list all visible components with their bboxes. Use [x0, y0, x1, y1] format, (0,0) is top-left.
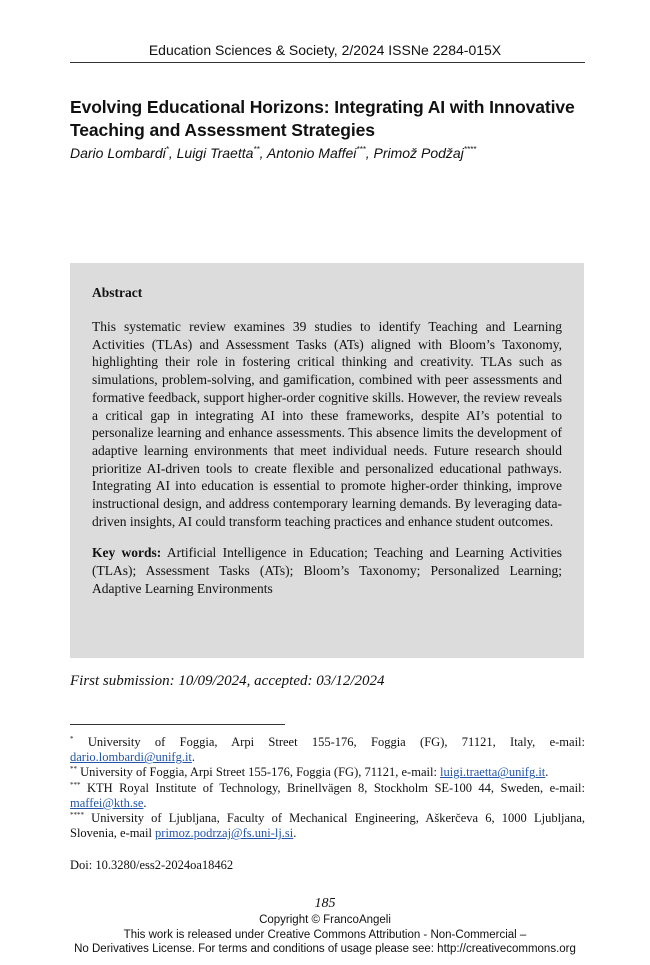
footnote-end: . [191, 750, 196, 765]
footnote-end: . [143, 795, 147, 810]
author-separator: , [259, 145, 267, 161]
header-rule [70, 62, 585, 63]
submission-dates: First submission: 10/09/2024, accepted: 03/12/2024 [70, 673, 385, 689]
author-mark: **** [463, 145, 477, 154]
license-line: No Derivatives License. For terms and conditions of usage please see: http://creativecommons.org [74, 943, 576, 955]
footnote-text: University of Foggia, Arpi Street 155-176, Foggia (FG), 71121, e-mail: [77, 765, 441, 780]
author-list [70, 145, 590, 161]
author-name: Dario Lombardi [70, 145, 166, 161]
author-name: Antonio Maffei [266, 145, 357, 161]
footnote-mark: * [70, 735, 74, 743]
abstract-box [70, 263, 584, 658]
footnote-end: . [293, 826, 297, 841]
footnote-text: University of Foggia, Arpi Street 155-176, Foggia (FG), 71121, Italy, e-mail: [73, 735, 585, 749]
footnote-text: University of Ljubljana, Faculty of Mechanical Engineering, Aškerčeva 6, 1000 Ljubljana, Slovenia, e-mail [70, 811, 585, 841]
footnote [70, 735, 585, 765]
footnote-mark: **** [70, 811, 84, 820]
paper-title: Evolving Educational Horizons: Integrating AI with Innovative Teaching and Assessment Strategies [70, 97, 575, 140]
abstract-heading: Abstract [92, 285, 143, 300]
footnote-text: KTH Royal Institute of Technology, Brinellvägen 8, Stockholm SE-100 44, Sweden, e-mail: [80, 780, 585, 795]
footnotes [70, 735, 585, 841]
footnote-mark: ** [70, 765, 77, 774]
abstract-text: This systematic review examines 39 studies to identify Teaching and Learning Activities (TLAs) and Assessment Tasks (ATs) aligned with Bloom’s Taxonomy, highlighting their role in fostering critical thinking and creativity. TLAs such as simulations, problem-solving, and gamification, combined with peer assessments and formative feedback, support higher-order cognitive skills. However, the review reveals a critical gap in integrating AI into these frameworks, despite AI’s potential to personalize learning and enhance assessments. This absence limits the development of adaptive learning environments that meet individual needs. Future research should prioritize AI-driven tools to create flexible and personalized educational pathways. Integrating AI into education is essential to promote higher-order thinking, improve instructional design, and address contemporary learning demands. By leveraging data-driven insights, AI could transform teaching practices and enhance student outcomes. [92, 319, 562, 529]
keywords-text: Artificial Intelligence in Education; Teaching and Learning Activities (TLAs); Assessment Tasks (ATs); Bloom’s Taxonomy; Personalized Learning; Adaptive Learning Environments [92, 545, 562, 596]
email-link[interactable]: luigi.traetta@unifg.it [440, 765, 546, 780]
page-number: 185 [314, 896, 336, 911]
author-separator: , [365, 145, 374, 161]
keywords [92, 544, 562, 597]
author-name: Primož Podžaj [373, 145, 464, 161]
author-mark: ** [253, 145, 260, 154]
journal-header: Education Sciences & Society, 2/2024 ISSNe 2284-015X [148, 42, 502, 58]
footnote [70, 781, 585, 811]
doi: Doi: 10.3280/ess2-2024oa18462 [70, 858, 234, 872]
author-separator: , [168, 145, 177, 161]
email-link[interactable]: dario.lombardi@unifg.it [70, 750, 192, 765]
email-link[interactable]: primoz.podrzaj@fs.uni-lj.si [155, 826, 294, 841]
copyright-notice [0, 913, 650, 957]
copyright-line: Copyright © FrancoAngeli [259, 914, 391, 926]
footnote-end: . [545, 765, 549, 780]
author-mark: *** [356, 145, 366, 154]
footnote-rule [70, 724, 285, 725]
email-link[interactable]: maffei@kth.se [70, 795, 144, 810]
footnote-mark: *** [70, 780, 81, 789]
license-line: This work is released under Creative Commons Attribution - Non-Commercial – [123, 928, 527, 941]
author-name: Luigi Traetta [176, 145, 254, 161]
footnote [70, 765, 585, 780]
keywords-label: Key words: [92, 545, 162, 561]
footnote [70, 811, 585, 841]
author-mark: * [165, 145, 169, 154]
